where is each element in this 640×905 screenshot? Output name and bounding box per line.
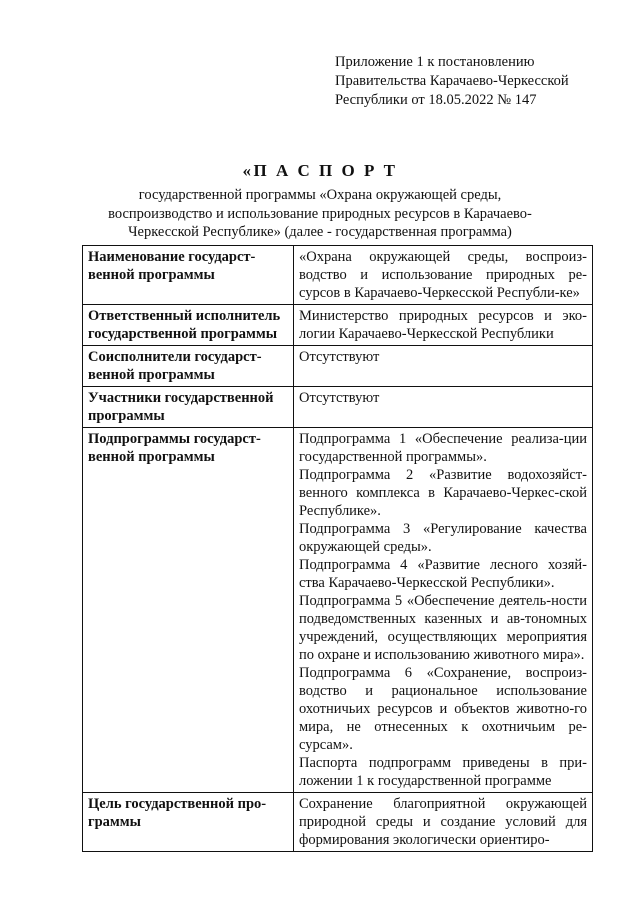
value-paragraph: Отсутствуют xyxy=(299,390,380,406)
table-row xyxy=(83,346,593,387)
row-value xyxy=(294,428,593,793)
row-label: Цель государственной про- граммы xyxy=(83,793,294,852)
value-paragraph: Паспорта подпрограмм приведены в при-ложении 1 к государственной программе xyxy=(299,755,587,789)
value-paragraph: Сохранение благоприятной окружающей природной среды и создание условий для формирования экологически ориентиро- xyxy=(299,796,587,848)
value-paragraph: Подпрограмма 5 «Обеспечение деятель-ности подведомственных казенных и ав-тономных учреждений, осуществляющих мероприятия по охране и использованию животного мира». xyxy=(299,593,587,663)
table-row xyxy=(83,387,593,428)
table-row xyxy=(83,793,593,852)
appendix-header: Приложение 1 к постановлению Правительства Карачаево-Черкесской Республики от 18.05.2022 № 147 xyxy=(335,54,569,108)
row-label: Ответственный исполнитель государственной программы xyxy=(83,305,294,346)
value-paragraph: «Охрана окружающей среды, воспроиз-водство и использование природных ре-сурсов в Карачаево-Черкесской Республи-ке» xyxy=(299,249,587,301)
value-paragraph: Министерство природных ресурсов и эко-логии Карачаево-Черкесской Республики xyxy=(299,308,587,342)
passport-table xyxy=(82,245,593,852)
document-title: «П А С П О Р Т xyxy=(242,161,398,180)
value-paragraph: Подпрограмма 6 «Сохранение, воспроиз-водство и рациональное использование охотничьих ресурсов и объектов животно-го мира, не отнесенных к охотничьим ре-сурсам». xyxy=(299,665,587,753)
value-paragraph: Отсутствуют xyxy=(299,349,380,365)
table-row xyxy=(83,305,593,346)
document-subtitle: государственной программы «Охрана окружающей среды, воспроизводство и использование природных ресурсов в Карачаево- Черкесской Республике» (далее - государственная программа) xyxy=(108,187,532,240)
value-paragraph: Подпрограмма 2 «Развитие водохозяйст-венного комплекса в Карачаево-Черкес-ской Республике». xyxy=(299,467,587,519)
title-block xyxy=(70,160,570,242)
value-paragraph: Подпрограмма 3 «Регулирование качества окружающей среды». xyxy=(299,521,587,555)
value-paragraph: Подпрограмма 4 «Развитие лесного хозяй-ства Карачаево-Черкесской Республики». xyxy=(299,557,587,591)
row-value xyxy=(294,246,593,305)
row-label: Подпрограммы государст- венной программы xyxy=(83,428,294,793)
row-label: Соисполнители государст- венной программы xyxy=(83,346,294,387)
value-paragraph: Подпрограмма 1 «Обеспечение реализа-ции государственной программы». xyxy=(299,431,587,465)
row-value xyxy=(294,793,593,852)
table-row xyxy=(83,428,593,793)
row-value xyxy=(294,387,593,428)
row-value xyxy=(294,346,593,387)
row-value xyxy=(294,305,593,346)
row-label: Участники государственной программы xyxy=(83,387,294,428)
row-label: Наименование государст- венной программы xyxy=(83,246,294,305)
table-row xyxy=(83,246,593,305)
